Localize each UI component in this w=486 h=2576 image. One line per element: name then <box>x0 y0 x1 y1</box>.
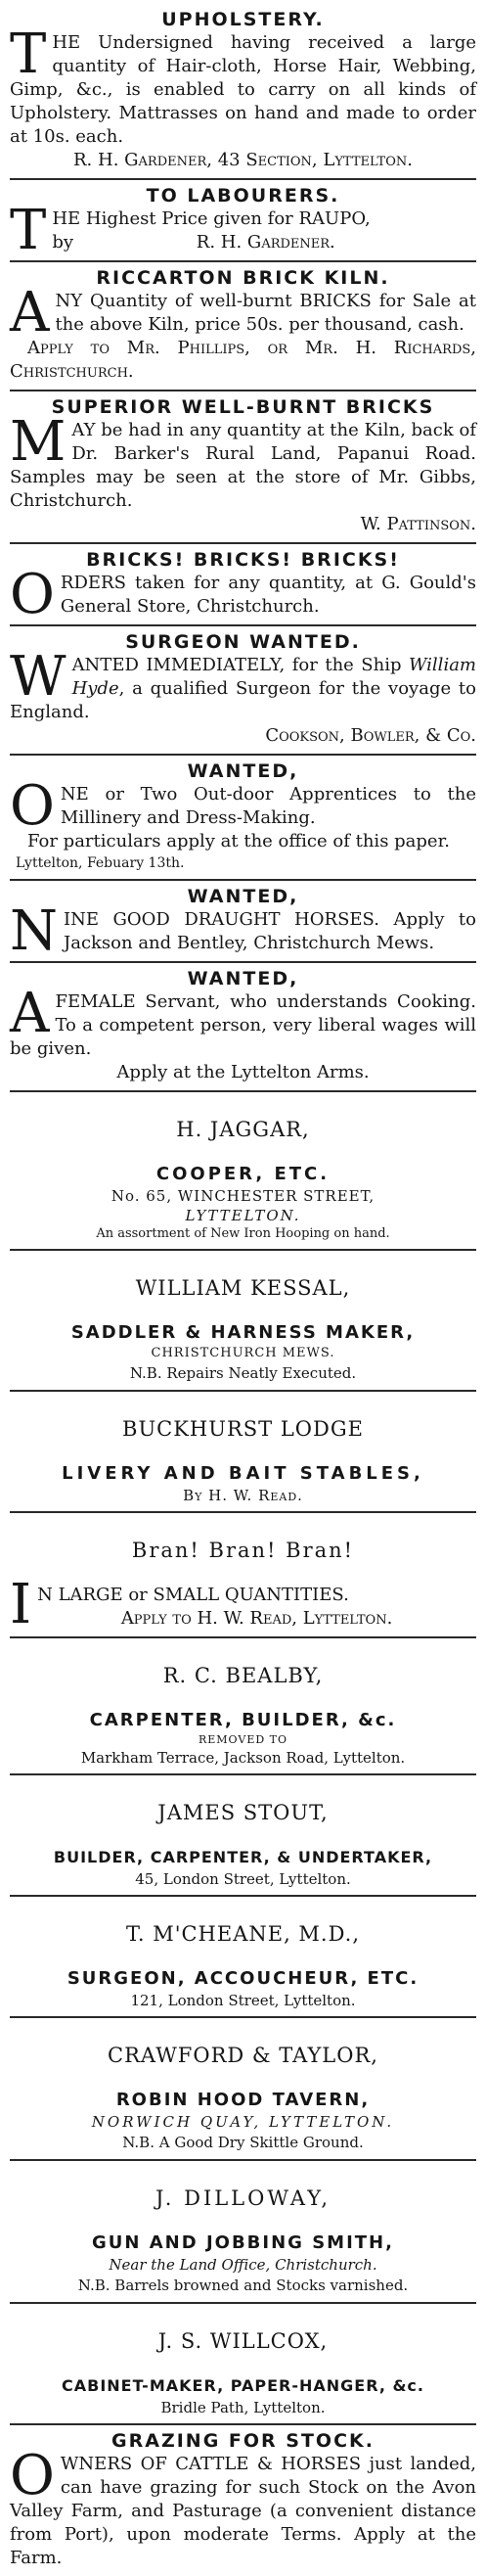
ad-text: INE GOOD DRAUGHT HORSES. Apply to Jackson and Bentley, Christchurch Mews. <box>64 909 476 953</box>
ad-town: LYTTELTON. <box>185 1207 301 1224</box>
ad-particulars: For particulars apply at the office of this paper. <box>27 831 450 851</box>
ad-address: 121, London Street, Lyttelton. <box>130 1992 356 2009</box>
ad-address: Near the Land Office, Christchurch. <box>109 2256 377 2274</box>
ad-trade: COOPER, ETC. <box>155 1164 331 1184</box>
ad-trade: CABINET-MAKER, PAPER-HANGER, &c. <box>62 2376 424 2395</box>
ad-labourers <box>10 180 476 262</box>
ad-trade: CARPENTER, BUILDER, &c. <box>89 1710 397 1730</box>
ad-heading: UPHOLSTERY. <box>161 9 325 30</box>
ad-by: By H. W. Read. <box>183 1487 303 1504</box>
ad-date: Lyttelton, Febuary 13th. <box>16 855 185 871</box>
ad-heading: BRICKS! BRICKS! BRICKS! <box>86 549 400 571</box>
drop-cap: A <box>10 982 50 1045</box>
ad-surgeon-wanted <box>10 626 476 756</box>
drop-cap: I <box>10 1573 32 1636</box>
ad-heading: WANTED, <box>187 886 299 907</box>
ad-trade: SADDLER & HARNESS MAKER, <box>70 1322 416 1343</box>
ad-address: No. 65, WINCHESTER STREET, <box>110 1187 376 1205</box>
ad-heading: SUPERIOR WELL-BURNT BRICKS <box>51 396 435 418</box>
ad-bealby <box>10 1638 476 1775</box>
ship-name: William Hyde <box>71 655 476 699</box>
ad-note: N.B. Repairs Neatly Executed. <box>129 1364 357 1382</box>
ad-kessal <box>10 1251 476 1392</box>
ad-name: WILLIAM KESSAL, <box>135 1276 351 1300</box>
ad-by: by <box>52 232 74 253</box>
ad-text: RDERS taken for any quantity, at G. Gould's General Store, Christchurch. <box>60 573 476 617</box>
ad-removed: REMOVED TO <box>198 1733 288 1746</box>
ad-text: NE or Two Out-door Apprentices to the Millinery and Dress-Making. <box>60 784 476 828</box>
ad-name: JAMES STOUT, <box>157 1801 329 1824</box>
drop-cap: N <box>10 899 58 963</box>
ad-apply: Apply to Mr. Phillips, or Mr. H. Richards, Christchurch. <box>10 338 476 382</box>
ad-address: Bridle Path, Lyttelton. <box>160 2399 326 2416</box>
ad-name: R. C. BEALBY, <box>162 1664 324 1687</box>
ad-trade: ROBIN HOOD TAVERN, <box>115 2090 371 2110</box>
ad-heading: RICCARTON BRICK KILN. <box>96 267 390 289</box>
ad-signature: Cookson, Bowler, & Co. <box>265 725 476 746</box>
ad-address: Markham Terrace, Jackson Road, Lyttelton. <box>80 1749 406 1767</box>
ad-text: FEMALE Servant, who understands Cooking. To a competent person, very liberal wages will be given. <box>10 991 476 1059</box>
ad-heading: SURGEON WANTED. <box>125 631 361 653</box>
ad-buckhurst-lodge <box>10 1392 476 1513</box>
ad-upholstery <box>10 4 476 180</box>
ad-apply: Apply to H. W. Read, Lyttelton. <box>120 1608 393 1629</box>
ad-trade: SURGEON, ACCOUCHEUR, ETC. <box>66 1968 420 1989</box>
ad-text: HE Highest Price given for RAUPO, <box>52 208 371 229</box>
ad-signature: R. H. Gardener. <box>196 232 335 253</box>
drop-cap: M <box>10 410 66 474</box>
ad-mcheane <box>10 1897 476 2018</box>
ad-text: NY Quantity of well-burnt BRICKS for Sale at the above Kiln, price 50s. per thousand, cash. <box>55 291 476 335</box>
ad-wanted-apprentices <box>10 756 476 881</box>
ad-name: J. S. WILLCOX, <box>157 2329 329 2353</box>
ad-trade: BUILDER, CARPENTER, & UNDERTAKER, <box>53 1848 433 1866</box>
ad-riccarton-brick-kiln <box>10 262 476 391</box>
ad-address: 45, London Street, Lyttelton. <box>135 1870 351 1888</box>
ad-text: N LARGE or SMALL QUANTITIES. <box>37 1585 349 1605</box>
ad-jaggar <box>10 1092 476 1251</box>
ad-text: HE Undersigned having received a large quantity of Hair-cloth, Horse Hair, Webbing, Gimp, &c., is enabled to carry on all kinds of Upholstery. Mattrasses on hand and made to order at 10s. each. <box>10 32 476 147</box>
ad-wanted-horses <box>10 881 476 963</box>
ad-text: AY be had in any quantity at the Kiln, back of Dr. Barker's Rural Land, Papanui Road. Samples may be seen at the store of Mr. Gibbs, Christchurch. <box>10 420 476 511</box>
ad-name: H. JAGGAR, <box>176 1118 310 1141</box>
ad-willcox <box>10 2304 476 2425</box>
ad-grazing-for-stock <box>10 2425 476 2576</box>
ad-address: CHRISTCHURCH MEWS. <box>151 1346 335 1360</box>
ad-heading: GRAZING FOR STOCK. <box>111 2430 375 2452</box>
ad-note: N.B. Barrels browned and Stocks varnished. <box>77 2277 409 2294</box>
drop-cap: O <box>10 774 55 838</box>
ad-bran <box>10 1513 476 1638</box>
ad-name: J. DILLOWAY, <box>155 2186 331 2210</box>
ad-trade: GUN AND JOBBING SMITH, <box>92 2232 394 2253</box>
drop-cap: A <box>10 281 50 345</box>
ad-heading: TO LABOURERS. <box>146 185 340 207</box>
ad-address: NORWICH QUAY, LYTTELTON. <box>91 2113 395 2131</box>
ad-name: BUCKHURST LODGE <box>122 1417 364 1441</box>
ad-name: T. M'CHEANE, M.D., <box>125 1922 361 1946</box>
drop-cap: O <box>10 563 55 626</box>
ad-signature: R. H. Gardener, 43 Section, Lyttelton. <box>73 150 413 170</box>
ad-heading: Bran! Bran! Bran! <box>131 1539 355 1562</box>
drop-cap: O <box>10 2444 55 2507</box>
ad-text-cont: , a qualified Surgeon for the voyage to England. <box>10 678 476 722</box>
ad-superior-bricks <box>10 391 476 544</box>
ad-apply: Apply at the Lyttelton Arms. <box>116 1062 370 1082</box>
ad-text: ANTED IMMEDIATELY, for the Ship <box>71 655 409 675</box>
ad-crawford-taylor <box>10 2018 476 2161</box>
ad-name: CRAWFORD & TAYLOR, <box>108 2044 378 2067</box>
drop-cap: T <box>10 23 47 86</box>
ad-heading: WANTED, <box>187 760 299 782</box>
ad-note: N.B. A Good Dry Skittle Ground. <box>122 2134 364 2151</box>
ad-trade: LIVERY AND BAIT STABLES, <box>62 1463 424 1484</box>
ad-stout <box>10 1775 476 1897</box>
ad-dilloway <box>10 2161 476 2304</box>
ad-text: WNERS OF CATTLE & HORSES just landed, can have grazing for such Stock on the Avon Valley Farm, and Pasturage (a convenient distance from Port), upon moderate Terms. Apply at the Farm. <box>10 2454 476 2568</box>
drop-cap: W <box>10 645 66 709</box>
ad-bricks <box>10 544 476 626</box>
ad-wanted-female-servant <box>10 963 476 1092</box>
ad-heading: WANTED, <box>187 968 299 989</box>
drop-cap: T <box>10 199 47 262</box>
ad-signature: W. Pattinson. <box>360 514 476 534</box>
ad-note: An assortment of New Iron Hooping on hand. <box>96 1226 390 1241</box>
